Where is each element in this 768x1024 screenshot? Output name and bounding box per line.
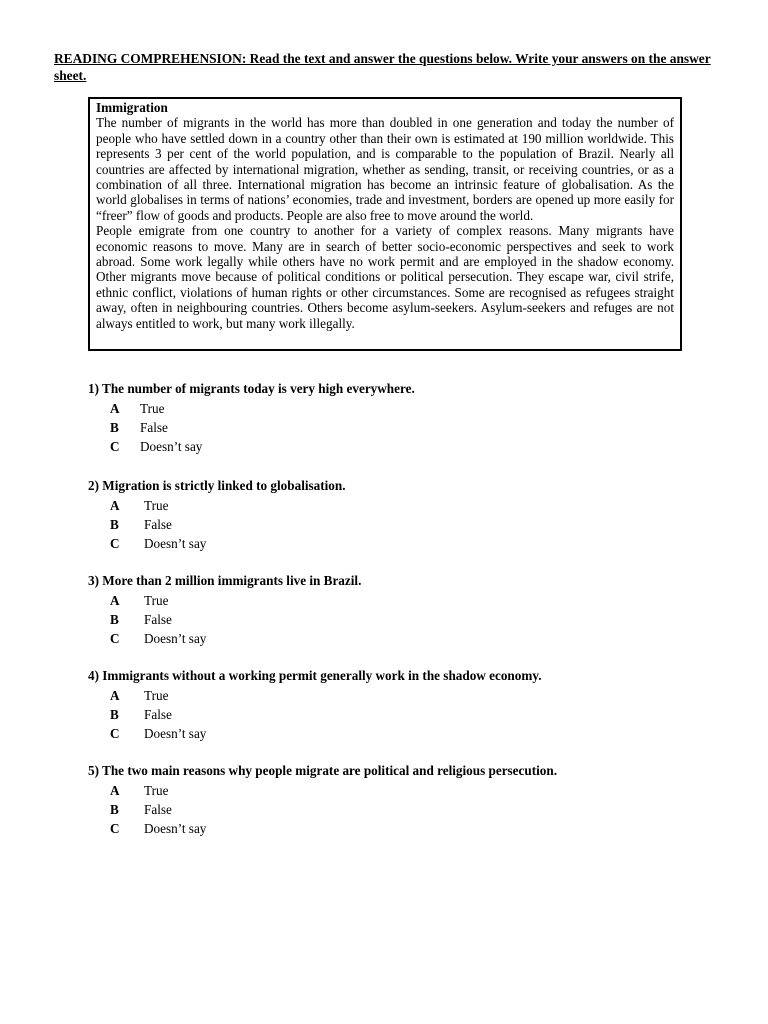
option-letter: C [110,820,120,836]
option-letter: A [110,400,120,416]
option-b[interactable] [88,705,728,724]
option-a[interactable] [88,591,728,610]
option-a[interactable] [88,399,728,418]
option-letter: B [110,516,119,532]
option-label: Doesn’t say [144,630,207,646]
option-letter: B [110,801,119,817]
question-text: 3) More than 2 million immigrants live in Brazil. [88,573,362,588]
option-a[interactable] [88,686,728,705]
question-text: 4) Immigrants without a working permit generally work in the shadow economy. [88,668,542,683]
option-letter: C [110,725,120,741]
question-text: 5) The two main reasons why people migrate are political and religious persecution. [88,763,558,778]
passage-paragraph: The number of migrants in the world has more than doubled in one generation and today the number of people who have settled down in a country other than their own is estimated at 190 million worldwide. This represents 3 per cent of the world population, and is comparable to the population of Brazil. Nearly all countries are affected by international migration, whether as sending, transit, or receiving countries, or as a combination of all three. International migration has become an intrinsic feature of globalisation. As the world globalises in terms of nations’ economies, trade and investment, borders are opened up more easily for “freer” flow of goods and products. People are also free to move around the world. [96,115,674,223]
option-c[interactable] [88,437,728,456]
option-letter: B [110,611,119,627]
option-label: True [144,592,169,608]
option-letter: B [110,419,119,435]
option-label: False [144,516,172,532]
option-a[interactable] [88,781,728,800]
option-c[interactable] [88,629,728,648]
instructions-heading: READING COMPREHENSION: Read the text and answer the questions below. Write your answers on the answer sheet. [54,51,711,83]
option-c[interactable] [88,819,728,838]
option-label: Doesn’t say [144,725,207,741]
option-b[interactable] [88,610,728,629]
question-2 [88,477,728,553]
option-label: Doesn’t say [140,438,203,454]
option-letter: A [110,497,120,513]
passage-paragraph: People emigrate from one country to another for a variety of complex reasons. Many migrants have economic reasons to move. Many are in search of better socio-economic perspectives and seek to work abroad. Some work legally while others have no work permit and are employed in the shadow economy. Other migrants move because of political conditions or political persecution. They escape war, civil strife, ethnic conflict, violations of human rights or other circumstances. Some are recognised as refugees straight away, often in neighbouring countries. Others become asylum-seekers. Asylum-seekers and refuges are not always entitled to work, but many work illegally. [96,223,674,331]
option-label: True [140,400,165,416]
option-label: False [144,706,172,722]
question-1 [88,380,728,456]
option-b[interactable] [88,418,728,437]
passage-title: Immigration [96,100,168,115]
passage-box [88,97,682,351]
option-b[interactable] [88,800,728,819]
option-label: False [144,801,172,817]
question-text: 2) Migration is strictly linked to globalisation. [88,478,346,493]
option-label: Doesn’t say [144,820,207,836]
question-4 [88,667,728,743]
option-a[interactable] [88,496,728,515]
option-label: False [144,611,172,627]
option-label: True [144,687,169,703]
option-letter: A [110,592,120,608]
option-letter: B [110,706,119,722]
option-label: True [144,782,169,798]
option-c[interactable] [88,724,728,743]
question-text: 1) The number of migrants today is very high everywhere. [88,381,415,396]
option-letter: C [110,535,120,551]
option-label: False [140,419,168,435]
option-letter: C [110,438,120,454]
option-b[interactable] [88,515,728,534]
option-c[interactable] [88,534,728,553]
option-label: True [144,497,169,513]
option-letter: C [110,630,120,646]
question-3 [88,572,728,648]
question-5 [88,762,728,838]
option-letter: A [110,782,120,798]
option-label: Doesn’t say [144,535,207,551]
option-letter: A [110,687,120,703]
